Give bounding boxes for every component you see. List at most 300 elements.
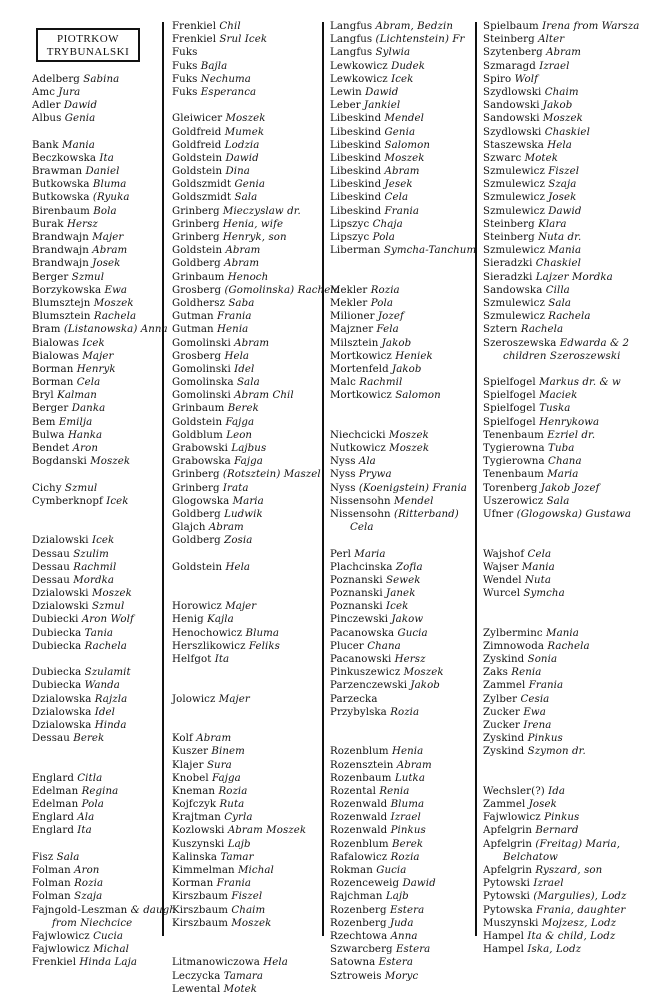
name-entry (32, 693, 162, 706)
given-name: Genia (381, 126, 416, 138)
name-entry (172, 627, 322, 640)
given-name: Rozia (367, 284, 400, 296)
surname: Mortkowicz (330, 350, 392, 362)
name-entry (483, 666, 663, 679)
surname: Szmulewicz (483, 205, 545, 217)
surname: Henochowicz (172, 627, 243, 639)
name-entry (483, 60, 663, 73)
name-entry (483, 218, 663, 231)
name-entry (330, 468, 475, 481)
given-name: Jakow (388, 614, 424, 626)
name-entry (172, 877, 322, 890)
surname: Gomolinski (172, 337, 231, 349)
given-name: Motek (220, 983, 258, 995)
given-name: Rozia (386, 706, 420, 718)
name-entry (32, 86, 162, 99)
given-name: Estera (375, 957, 414, 969)
surname: Spielfogel (483, 377, 536, 389)
surname: Zyskind (483, 746, 525, 758)
name-entry (330, 666, 475, 679)
name-entry (330, 693, 475, 706)
surname: Torenberg (483, 482, 538, 494)
given-name: (Lichtenstein) Fr (372, 34, 465, 46)
given-name: Sylwia (372, 47, 411, 59)
given-name: Anna (387, 930, 418, 942)
given-name: Rozia (215, 785, 248, 797)
given-name: Ala (355, 456, 376, 468)
surname: Parzecka (330, 693, 378, 705)
name-entry (32, 165, 162, 178)
surname: Folman (32, 865, 71, 876)
surname: Plachcinska (330, 561, 393, 573)
given-name: Heniek (391, 350, 433, 362)
given-name: Ita (73, 825, 92, 837)
surname: Steinberg (483, 34, 535, 46)
name-entry (483, 904, 663, 917)
name-entry (483, 811, 663, 824)
given-name: Bluma (387, 799, 425, 811)
name-entry (330, 706, 475, 719)
given-name: Tamara (220, 970, 264, 982)
surname: Gomolinski (172, 390, 231, 402)
surname: Szydlowski (483, 86, 542, 98)
name-entry (483, 139, 663, 152)
given-name: (Rotsztein) Maszel (219, 469, 321, 481)
name-entry (172, 640, 322, 653)
given-name: Chaja (369, 218, 403, 230)
surname: Brandwajn (32, 245, 89, 257)
given-name: Frania (381, 205, 420, 217)
name-entry (483, 244, 663, 257)
given-name: Irata (219, 482, 249, 494)
name-entry (172, 824, 322, 837)
name-entry (32, 613, 162, 626)
given-name: Edwarda & 2 (556, 337, 630, 349)
name-entry (32, 152, 162, 165)
name-entry (32, 442, 162, 455)
name-entry (172, 73, 322, 86)
blank-row (32, 759, 162, 772)
name-entry (32, 864, 162, 877)
name-entry (32, 271, 162, 284)
given-name: Hela (221, 350, 250, 362)
given-name: Izrael (535, 60, 570, 72)
surname: Frenkiel (172, 34, 217, 46)
surname: Gutman (172, 324, 214, 336)
name-entry (172, 613, 322, 626)
name-entry (172, 323, 322, 336)
surname: Libeskind (330, 205, 382, 217)
surname: Rozenwald (330, 799, 388, 811)
surname: Dubiecka (32, 667, 82, 679)
name-entry (172, 165, 322, 178)
name-entry (483, 851, 663, 864)
surname: Helfgot (172, 654, 212, 665)
surname: Rozenblum (330, 746, 389, 758)
surname: Gomolinska (172, 377, 234, 389)
surname: Szmulewicz (483, 179, 545, 191)
surname: Apfelgrin (483, 865, 533, 876)
surname: Wendel (483, 574, 522, 586)
name-entry (172, 376, 322, 389)
blank-row (32, 838, 162, 851)
name-entry (330, 521, 475, 534)
given-name: Sewek (382, 574, 421, 586)
surname: Nutkowicz (330, 443, 386, 454)
surname: Libeskind (330, 152, 382, 164)
name-entry (483, 73, 663, 86)
name-entry (483, 574, 663, 587)
surname: Englard (32, 812, 74, 824)
name-entry (330, 191, 475, 204)
given-name: Rozia (70, 878, 104, 890)
surname: Wajshof (483, 548, 525, 560)
surname: Poznanski (330, 588, 383, 600)
name-entry (483, 33, 663, 46)
name-entry (330, 653, 475, 666)
given-name: Michal (89, 944, 130, 956)
given-name: Citla (73, 772, 103, 784)
surname: Langfus (330, 21, 373, 32)
name-entry (330, 363, 475, 376)
surname: Butkowska (32, 192, 90, 204)
given-name: Dawid (361, 86, 399, 98)
surname: Poznanski (330, 574, 383, 586)
name-entry (32, 798, 162, 811)
surname: Grinberg (172, 218, 220, 230)
given-name: Mordka (69, 574, 115, 586)
surname: Kuszynski (172, 838, 225, 850)
surname: Grabowska (172, 456, 231, 468)
given-name: Fiszel (228, 891, 263, 903)
given-name: Mania (58, 139, 95, 151)
given-name: Tania (81, 627, 114, 639)
surname: Szmulewicz (483, 297, 545, 309)
column-rule-3 (475, 22, 477, 936)
blank-row (172, 666, 322, 679)
given-name: Tuba (544, 443, 575, 454)
given-name: Cela (524, 548, 552, 560)
given-name: Abram (381, 166, 420, 178)
name-entry (330, 679, 475, 692)
surname: Szmulewicz (483, 192, 545, 204)
given-name: Dudek (387, 60, 426, 72)
blank-row (330, 257, 475, 270)
name-entry (483, 112, 663, 125)
name-entry (32, 679, 162, 692)
given-name: Fajga (222, 416, 255, 428)
name-entry (330, 337, 475, 350)
name-entry (330, 178, 475, 191)
name-entry (483, 627, 663, 640)
surname: Rozenbaum (330, 772, 392, 784)
given-name: Prywa (355, 469, 392, 481)
surname: Glogowska (172, 495, 230, 507)
name-entry (172, 178, 322, 191)
surname: Nyss (330, 456, 356, 468)
given-name: Cyrla (220, 812, 253, 824)
name-entry (330, 877, 475, 890)
given-name: Kajla (203, 614, 234, 626)
given-name: Bluma (89, 179, 127, 191)
given-name: Emilja (55, 416, 93, 428)
surname: Blumsztein (32, 311, 91, 323)
given-name: Cilla (542, 284, 570, 296)
name-column-2 (172, 20, 340, 995)
given-name: Abram (220, 258, 260, 270)
surname: Zammel (483, 680, 526, 692)
given-name: Pinkus (387, 825, 426, 837)
surname: Przybylska (330, 706, 387, 718)
surname: Grinberg (172, 232, 220, 243)
surname: Dubiecka (32, 627, 82, 639)
name-column-3 (330, 20, 477, 982)
name-entry (483, 165, 663, 178)
given-name: Dawid (544, 205, 582, 217)
name-entry (172, 442, 322, 455)
given-name: Idel (91, 706, 116, 718)
given-name: Jakob (407, 680, 440, 692)
given-name: Abram, Bedzin (372, 21, 454, 32)
name-entry (330, 640, 475, 653)
name-entry (32, 772, 162, 785)
given-name: Dina (222, 166, 250, 178)
surname: Dzialowska (32, 693, 92, 705)
name-entry (483, 46, 663, 59)
name-entry (483, 402, 663, 415)
given-name: Abram (88, 245, 128, 257)
name-entry (172, 798, 322, 811)
name-entry (172, 917, 322, 930)
blank-row (32, 745, 162, 758)
name-entry (483, 257, 663, 270)
name-entry (483, 126, 663, 139)
blank-row (32, 126, 162, 139)
given-name: Lajzer Mordka (532, 271, 613, 283)
name-entry (483, 824, 663, 837)
given-name: Jesek (381, 179, 413, 191)
name-entry (172, 811, 322, 824)
surname: Fajwlowicz (32, 944, 90, 956)
surname: Grinbaum (172, 403, 225, 415)
given-name: Saba (225, 297, 255, 309)
surname: Spielbaum (483, 21, 539, 32)
name-entry (330, 613, 475, 626)
name-entry (32, 139, 162, 152)
name-entry (330, 600, 475, 613)
name-entry (330, 864, 475, 877)
given-name: Belchatow (483, 851, 558, 863)
surname: Dessau (32, 733, 70, 745)
name-entry (172, 983, 322, 996)
name-entry (483, 178, 663, 191)
given-name: Idel (230, 363, 255, 375)
given-name: Renia (376, 785, 410, 797)
name-entry (330, 495, 475, 508)
name-entry (483, 231, 663, 244)
name-entry (330, 244, 475, 257)
name-column-4 (483, 20, 663, 956)
blank-row (483, 363, 663, 376)
surname: Rozenwald (330, 825, 388, 837)
surname: Englard (32, 772, 74, 784)
name-entry (172, 534, 322, 547)
name-entry (330, 587, 475, 600)
given-name: Genia (231, 179, 266, 191)
name-entry (32, 284, 162, 297)
blank-row (172, 679, 322, 692)
surname: Krajtman (172, 812, 221, 824)
surname: Kimmelman (172, 865, 235, 876)
surname: Litmanowiczowa (172, 957, 260, 969)
given-name: Bluma (242, 627, 280, 639)
name-entry (32, 244, 162, 257)
blank-row (483, 521, 663, 534)
given-name: Moryc (381, 970, 419, 982)
name-entry (330, 112, 475, 125)
surname: Muszynski (483, 917, 539, 929)
name-entry (330, 627, 475, 640)
surname: Jolowicz (172, 693, 216, 705)
surname: Fajngold-Leszman (32, 904, 128, 916)
surname: Nissensohn (330, 495, 391, 507)
name-entry (32, 297, 162, 310)
name-entry (172, 495, 322, 508)
blank-row (32, 653, 162, 666)
surname: Mekler (330, 297, 368, 309)
surname: Dzialowski (32, 588, 89, 600)
surname: Szwarcberg (330, 944, 393, 956)
surname: Bulwa (32, 429, 65, 441)
name-entry (330, 838, 475, 851)
given-name: Henia (388, 746, 424, 758)
surname: Zucker (483, 719, 521, 731)
surname: Gomolinski (172, 363, 231, 375)
surname: Kirszbaum (172, 891, 229, 903)
surname: Pinkuszewicz (330, 667, 401, 679)
name-entry (330, 811, 475, 824)
surname: Goldszmidt (172, 192, 232, 204)
name-entry (483, 508, 663, 521)
surname: Englard (32, 825, 74, 837)
given-name: Henryk (73, 363, 116, 375)
surname: Goldblum (172, 429, 223, 441)
surname: Zucker (483, 706, 521, 718)
given-name: Frania (213, 311, 252, 323)
name-entry (330, 284, 475, 297)
surname: Fajwlowicz (32, 930, 90, 942)
name-entry (172, 33, 322, 46)
blank-row (330, 271, 475, 284)
surname: Dzialowski (32, 601, 89, 613)
name-entry (330, 139, 475, 152)
given-name: Gucia (394, 627, 428, 639)
name-entry (330, 798, 475, 811)
given-name: Moszek (228, 917, 272, 929)
surname: Grosberg (172, 350, 222, 362)
name-entry (330, 917, 475, 930)
column-rule-1 (162, 22, 164, 936)
name-entry (330, 350, 475, 363)
name-entry (172, 956, 322, 969)
name-entry (330, 33, 475, 46)
name-entry (330, 99, 475, 112)
surname: Folman (32, 891, 71, 903)
name-entry (172, 732, 322, 745)
name-entry (330, 442, 475, 455)
given-name: Maria (350, 548, 386, 560)
given-name: Mendel (390, 495, 434, 507)
name-entry (172, 970, 322, 983)
name-entry (330, 218, 475, 231)
given-name: Cucia (89, 930, 124, 942)
surname: Szytenberg (483, 47, 543, 59)
given-name: Moszek (90, 297, 134, 309)
given-name: Symcha (520, 588, 565, 600)
surname: Libeskind (330, 139, 382, 151)
name-entry (32, 389, 162, 402)
given-name: Sala (231, 192, 258, 204)
name-entry (32, 877, 162, 890)
name-entry (32, 943, 162, 956)
name-entry (32, 824, 162, 837)
name-entry (330, 930, 475, 943)
given-name: Klara (534, 218, 567, 230)
surname: Sieradzki (483, 258, 533, 270)
surname: Goldszmidt (172, 179, 232, 191)
given-name: Henryk, son (219, 232, 287, 243)
name-entry (172, 416, 322, 429)
name-entry (330, 73, 475, 86)
name-entry (32, 785, 162, 798)
surname: Gutman (172, 311, 214, 323)
surname: Sandowska (483, 284, 543, 296)
name-entry (330, 376, 475, 389)
surname: Zyskind (483, 733, 525, 745)
surname: Glajch (172, 522, 206, 534)
name-entry (172, 600, 322, 613)
surname: Niechcicki (330, 429, 386, 441)
surname: Libeskind (330, 179, 382, 191)
name-entry (32, 482, 162, 495)
name-entry (172, 20, 322, 33)
given-name: Wanda (81, 680, 120, 692)
blank-row (32, 20, 162, 33)
surname: Spielfogel (483, 416, 536, 428)
given-name: Frania (213, 878, 252, 890)
name-entry (483, 20, 663, 33)
name-entry (330, 508, 475, 521)
given-name: Estera (392, 944, 431, 956)
given-name: Fajga (230, 456, 263, 468)
given-name: Maciek (535, 390, 578, 402)
given-name: Alter (534, 34, 565, 46)
name-entry (32, 640, 162, 653)
surname: Szmulewicz (483, 166, 545, 178)
given-name: Ita & child, Lodz (524, 930, 616, 942)
blank-row (172, 574, 322, 587)
given-name: Hinda (91, 719, 127, 731)
given-name: Hela (259, 957, 288, 969)
name-entry (330, 152, 475, 165)
name-entry (483, 877, 663, 890)
given-name: Szaja (70, 891, 103, 903)
surname: Rozensztein (330, 759, 394, 771)
name-entry (172, 759, 322, 772)
given-name: Sala (53, 851, 80, 863)
given-name: Hela (222, 561, 251, 573)
surname: Apfelgrin (483, 825, 533, 837)
